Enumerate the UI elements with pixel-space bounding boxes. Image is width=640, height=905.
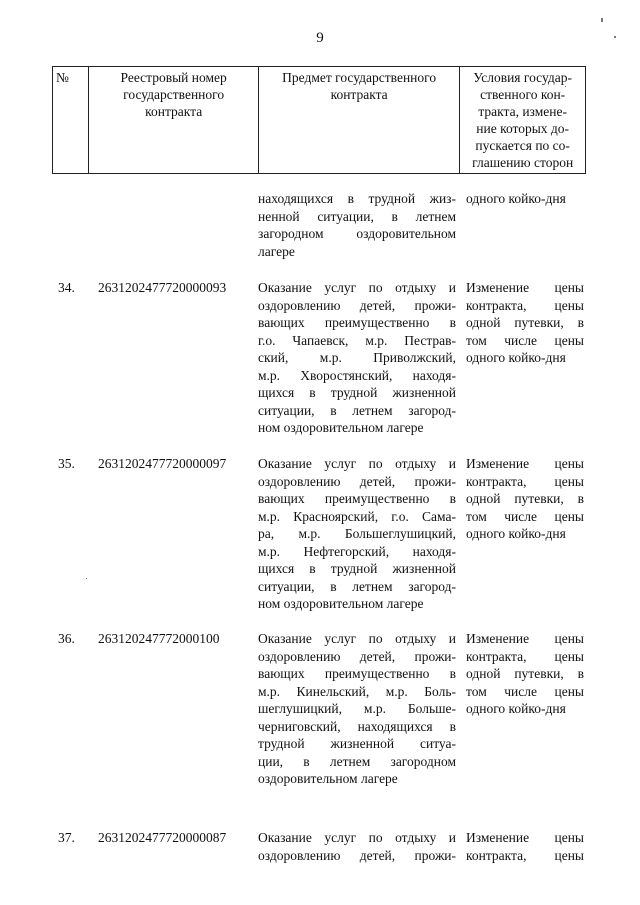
header-table (52, 66, 586, 174)
text-line: м.р. Хворостянский, находя- (258, 367, 456, 383)
subject-cell (258, 279, 456, 437)
text-line: одного койко-дня (466, 191, 566, 206)
registry-number: 263120247772000100 (98, 631, 220, 646)
subject-cell (258, 190, 456, 260)
text-line: контракта, цены (466, 648, 584, 664)
header-line: контракта (145, 104, 203, 119)
text-line: Оказание услуг по отдыху и (258, 631, 456, 646)
text-line: Оказание услуг по отдыху и (258, 456, 456, 471)
text-line: ситуации, в летнем загород- (258, 402, 456, 418)
text-line: ненной ситуации, в летнем (258, 208, 456, 224)
registry-number: 2631202477720000097 (98, 456, 227, 471)
row-number: 36. (58, 631, 75, 646)
text-line: ном оздоровительном лагере (258, 420, 424, 435)
text-line: лагере (258, 243, 295, 259)
subject-cell (258, 455, 456, 613)
scan-speck (601, 18, 603, 22)
text-line: Оказание услуг по отдыху и (258, 280, 456, 295)
header-conditions (460, 67, 586, 174)
header-number: № (53, 67, 89, 174)
text-line: оздоровлению детей, прожи- (258, 473, 456, 489)
text-line: вающих преимущественно в (258, 315, 456, 330)
header-subject (258, 67, 459, 174)
header-line: глашению сторон (472, 155, 574, 170)
text-line: щихся в трудной жизненной (258, 561, 456, 576)
condition-cell (466, 630, 584, 718)
text-line: одной путевки, в (466, 315, 584, 330)
scan-speck (614, 36, 616, 38)
text-line: ский, м.р. Приволжский, (258, 350, 456, 365)
header-line: тракта, измене- (478, 104, 567, 119)
text-line: ном оздоровительном лагере (258, 596, 424, 611)
text-line: ситуации, в летнем загород- (258, 578, 456, 594)
text-line: м.р. Нефтегорский, находя- (258, 543, 456, 559)
header-line: государственного (123, 87, 225, 102)
page-number: 9 (316, 30, 324, 46)
row-number: 35. (58, 456, 75, 471)
header-registry-number (89, 67, 259, 174)
text-line: м.р. Кинельский, м.р. Боль- (258, 683, 456, 699)
text-line: вающих преимущественно в (258, 666, 456, 681)
header-line: Предмет государственного (282, 70, 437, 85)
condition-cell (466, 190, 584, 208)
subject-cell (258, 630, 456, 788)
text-line: м.р. Красноярский, г.о. Сама- (258, 508, 456, 524)
text-line: черниговский, находящихся в (258, 718, 456, 734)
text-line: оздоровлению детей, прожи- (258, 847, 456, 863)
header-line: пускается по со- (475, 138, 570, 153)
scan-speck (86, 578, 87, 579)
row-number: 34. (58, 280, 75, 295)
scan-speck (565, 86, 566, 87)
text-line: одного койко-дня (466, 350, 566, 365)
text-line: г.о. Чапаевск, м.р. Пестрав- (258, 332, 456, 348)
text-line: одной путевки, в (466, 491, 584, 506)
header-line: контракта (330, 87, 388, 102)
text-line: Изменение цены (466, 456, 584, 471)
text-line: щихся в трудной жизненной (258, 385, 456, 400)
text-line: находящихся в трудной жиз- (258, 191, 456, 206)
text-line: оздоровлению детей, прожи- (258, 297, 456, 313)
text-line: одной путевки, в (466, 666, 584, 681)
registry-number: 2631202477720000093 (98, 280, 227, 295)
header-line: Условия государ- (473, 70, 573, 85)
text-line: вающих преимущественно в (258, 491, 456, 506)
text-line: шеглушицкий, м.р. Больше- (258, 701, 456, 716)
condition-cell (466, 829, 584, 864)
text-line: контракта, цены (466, 847, 584, 863)
text-line: том числе цены (466, 683, 584, 699)
text-line: ции, в летнем загородном (258, 753, 456, 769)
subject-cell (258, 829, 456, 864)
condition-cell (466, 455, 584, 543)
text-line: Изменение цены (466, 631, 584, 646)
text-line: трудной жизненной ситуа- (258, 736, 456, 751)
text-line: Изменение цены (466, 830, 584, 845)
text-line: одного койко-дня (466, 701, 566, 716)
header-line: ственного кон- (480, 87, 566, 102)
text-line: контракта, цены (466, 297, 584, 313)
registry-number: 2631202477720000087 (98, 830, 227, 845)
text-line: том числе цены (466, 508, 584, 524)
text-line: Оказание услуг по отдыху и (258, 830, 456, 845)
text-line: загородном оздоровительном (258, 226, 456, 241)
text-line: оздоровительном лагере (258, 771, 398, 786)
text-line: том числе цены (466, 332, 584, 348)
text-line: одного койко-дня (466, 526, 566, 541)
text-line: контракта, цены (466, 473, 584, 489)
condition-cell (466, 279, 584, 367)
header-line: ние которых до- (476, 121, 570, 136)
text-line: Изменение цены (466, 280, 584, 295)
text-line: ра, м.р. Большеглушицкий, (258, 526, 456, 541)
header-line: Реестровый номер (120, 70, 227, 85)
text-line: оздоровлению детей, прожи- (258, 648, 456, 664)
row-number: 37. (58, 830, 75, 845)
